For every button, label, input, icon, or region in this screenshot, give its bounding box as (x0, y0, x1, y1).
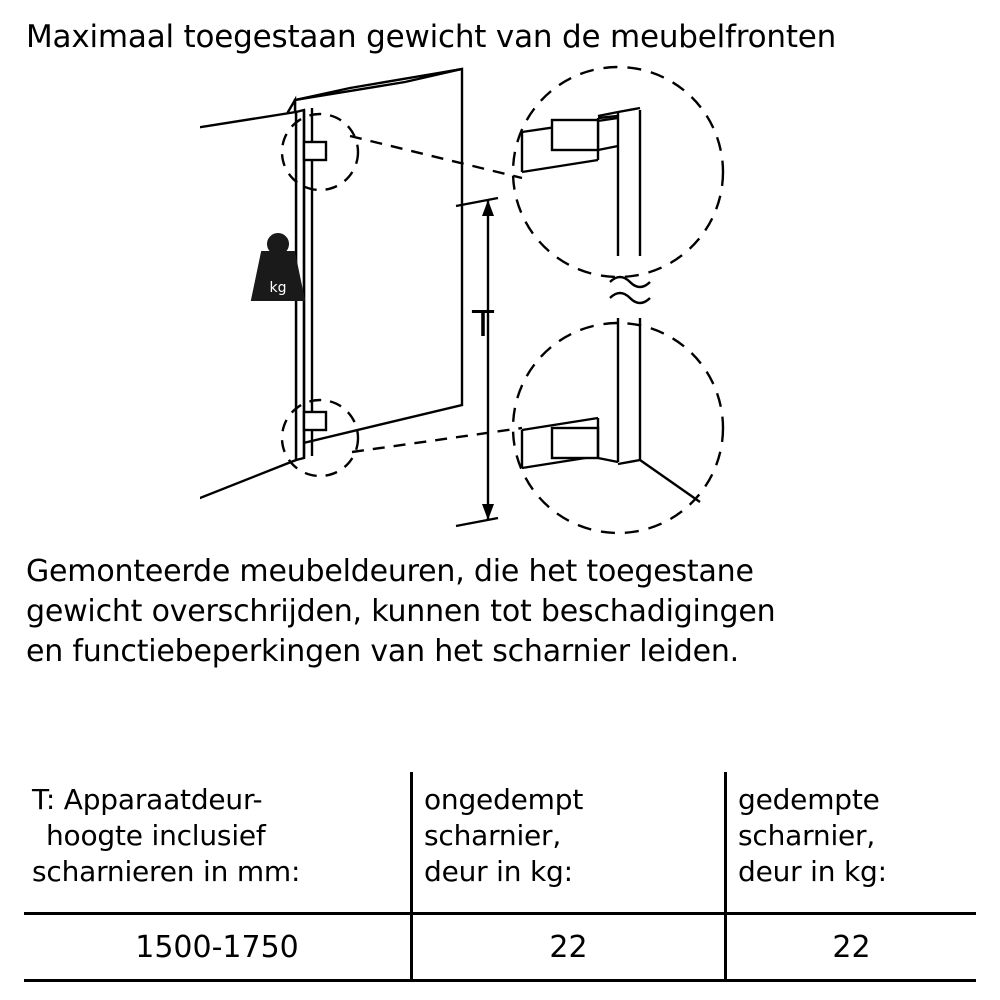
table-header-undamped: ongedempt scharnier, deur in kg: (424, 783, 584, 888)
table-header-height: T: Apparaatdeur- hoogte inclusief scharnieren in mm: (32, 783, 301, 888)
table-row-range: 1500-1750 (135, 930, 299, 965)
dimension-label-t: T (472, 304, 494, 345)
warning-note-line-1: Gemonteerde meubeldeuren, die het toegestane (26, 554, 754, 589)
table-bottom-divider (24, 979, 976, 982)
warning-note-line-2: gewicht overschrijden, kunnen tot beschadigingen (26, 594, 776, 629)
table-header-divider (24, 912, 976, 915)
appliance-diagram-svg (200, 60, 790, 540)
table-row-damped: 22 (832, 930, 871, 965)
warning-note-line-3: en functiebeperkingen van het scharnier leiden. (26, 634, 739, 669)
warning-note (26, 552, 956, 672)
svg-text:kg: kg (269, 280, 287, 296)
table-header-damped: gedempte scharnier, deur in kg: (738, 783, 887, 888)
table-row-undamped: 22 (549, 930, 588, 965)
page-title: Maximaal toegestaan gewicht van de meubelfronten (26, 19, 837, 55)
weight-table (24, 772, 976, 982)
appliance-diagram (200, 60, 790, 540)
